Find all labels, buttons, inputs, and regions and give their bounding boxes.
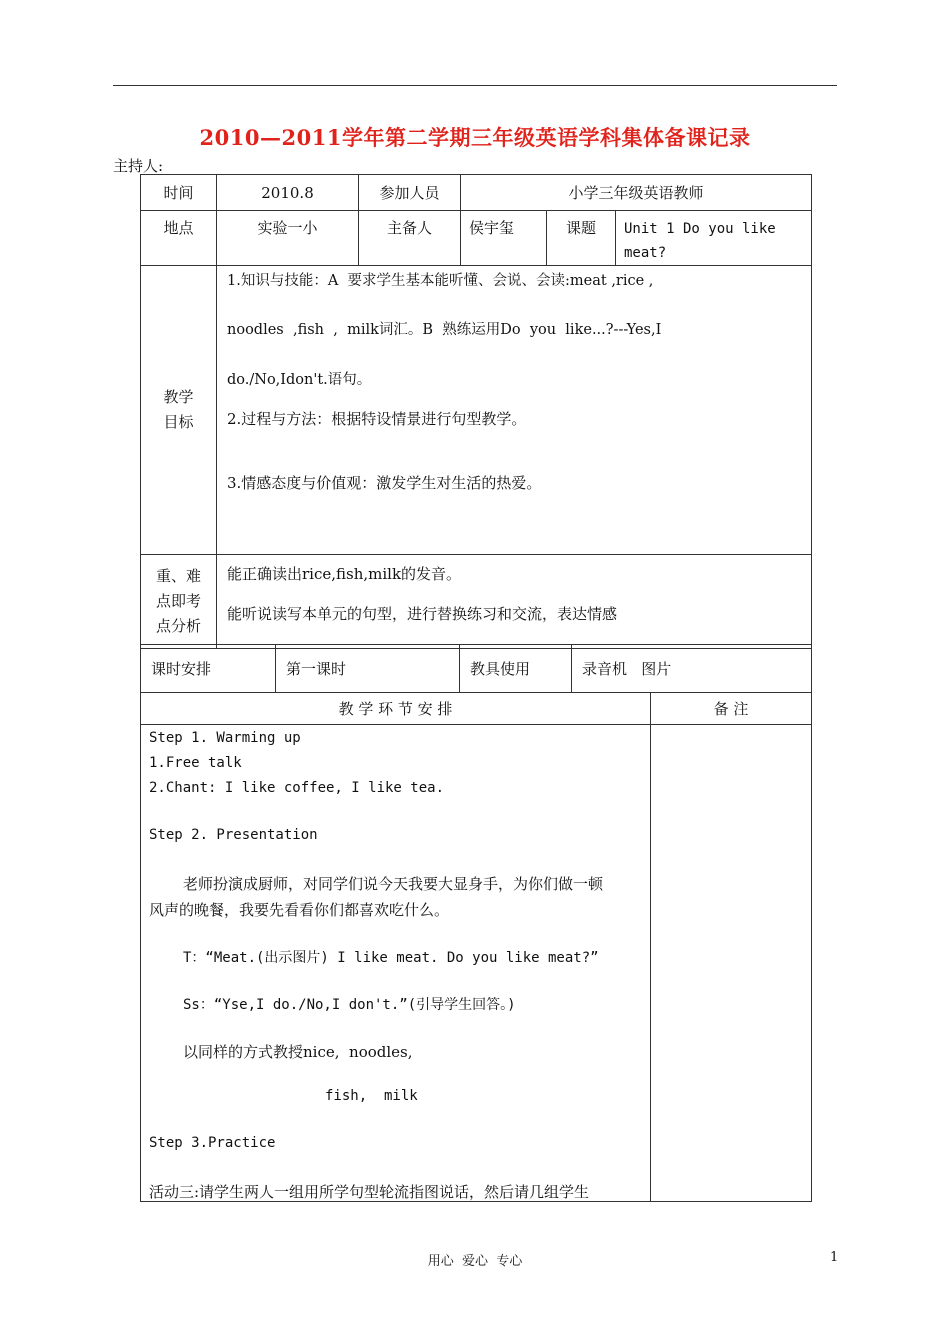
- step-line-4: Step 2. Presentation: [149, 827, 318, 843]
- keypoints-label-3: 点分析: [155, 617, 201, 635]
- keypoints-label-2: 点即考: [155, 592, 201, 610]
- schedule-value: 第一课时: [276, 645, 460, 693]
- step-line-3: 2.Chant: I like coffee, I like tea.: [149, 780, 445, 796]
- step-line-11: Step 3.Practice: [149, 1135, 276, 1151]
- goals-line-1: 1.知识与技能：A 要求学生基本能听懂、会说、会读:meat ,rice ,: [227, 273, 654, 289]
- goals-label: [141, 266, 217, 555]
- step-line-5: 老师扮演成厨师，对同学们说今天我要大显身手，为你们做一顿: [183, 875, 604, 893]
- steps-content: [141, 725, 651, 1202]
- keypoints-line-2: 能听说读写本单元的句型，进行替换练习和交流，表达情感: [227, 605, 618, 623]
- step-line-2: 1.Free talk: [149, 755, 242, 771]
- page-title: 2010—2011学年第二学期三年级英语学科集体备课记录: [199, 125, 751, 150]
- participants-label: 参加人员: [359, 175, 461, 211]
- step-line-10: fish, milk: [325, 1088, 418, 1104]
- notes-content: [651, 725, 812, 1202]
- lead-label: 主备人: [359, 211, 461, 266]
- keypoints-line-1: 能正确读出rice,fish,milk的发音。: [227, 565, 462, 583]
- tools-value: 录音机 图片: [572, 645, 812, 693]
- step-line-1: Step 1. Warming up: [149, 730, 301, 746]
- schedule-table: [140, 644, 812, 693]
- goals-content: [217, 266, 812, 555]
- step-line-9: 以同样的方式教授nice, noodles,: [183, 1043, 413, 1061]
- place-label: 地点: [141, 211, 217, 266]
- goals-label-2: 目标: [163, 413, 194, 431]
- step-line-8: Ss：“Yse,I do./No,I don't.”(引导学生回答。): [183, 997, 516, 1013]
- topic-line-2: meat?: [624, 245, 667, 261]
- keypoints-content: [217, 555, 812, 649]
- step-line-6: 风声的晚餐，我要先看看你们都喜欢吃什么。: [149, 901, 450, 919]
- schedule-label: 课时安排: [141, 645, 276, 693]
- topic-label: 课题: [547, 211, 616, 266]
- step-line-7: T：“Meat.(出示图片) I like meat. Do you like meat?”: [183, 950, 599, 966]
- goals-line-3: do./No,Idon't.语句。: [227, 372, 372, 388]
- goals-line-4: 2.过程与方法：根据特设情景进行句型教学。: [227, 410, 527, 428]
- notes-header: 备 注: [651, 693, 812, 725]
- topic-line-1: Unit 1 Do you like: [624, 221, 776, 237]
- goals-label-1: 教学: [163, 388, 194, 406]
- step-line-12: 活动三:请学生两人一组用所学句型轮流指图说话，然后请几组学生: [149, 1183, 590, 1201]
- keypoints-label-1: 重、难: [155, 567, 201, 585]
- goals-line-2: noodles ,fish , milk词汇。B 熟练运用Do you like...?---Yes,I: [227, 322, 662, 338]
- topic-value: [616, 211, 812, 266]
- keypoints-label: [141, 555, 217, 649]
- page-number: 1: [830, 1250, 839, 1265]
- time-label: 时间: [141, 175, 217, 211]
- goals-line-5: 3.情感态度与价值观：激发学生对生活的热爱。: [227, 474, 542, 492]
- info-table: [140, 174, 812, 649]
- header-rule: [113, 85, 837, 86]
- steps-table: [140, 692, 812, 1202]
- section-header: 教 学 环 节 安 排: [141, 693, 651, 725]
- lead-value: 侯宇玺: [461, 211, 547, 266]
- place-value: 实验一小: [217, 211, 359, 266]
- footer-motto: 用心 爱心 专心: [427, 1254, 523, 1269]
- tools-label: 教具使用: [460, 645, 572, 693]
- participants-value: 小学三年级英语教师: [461, 175, 812, 211]
- time-value: 2010.8: [217, 175, 359, 211]
- host-label: 主持人:: [113, 157, 164, 175]
